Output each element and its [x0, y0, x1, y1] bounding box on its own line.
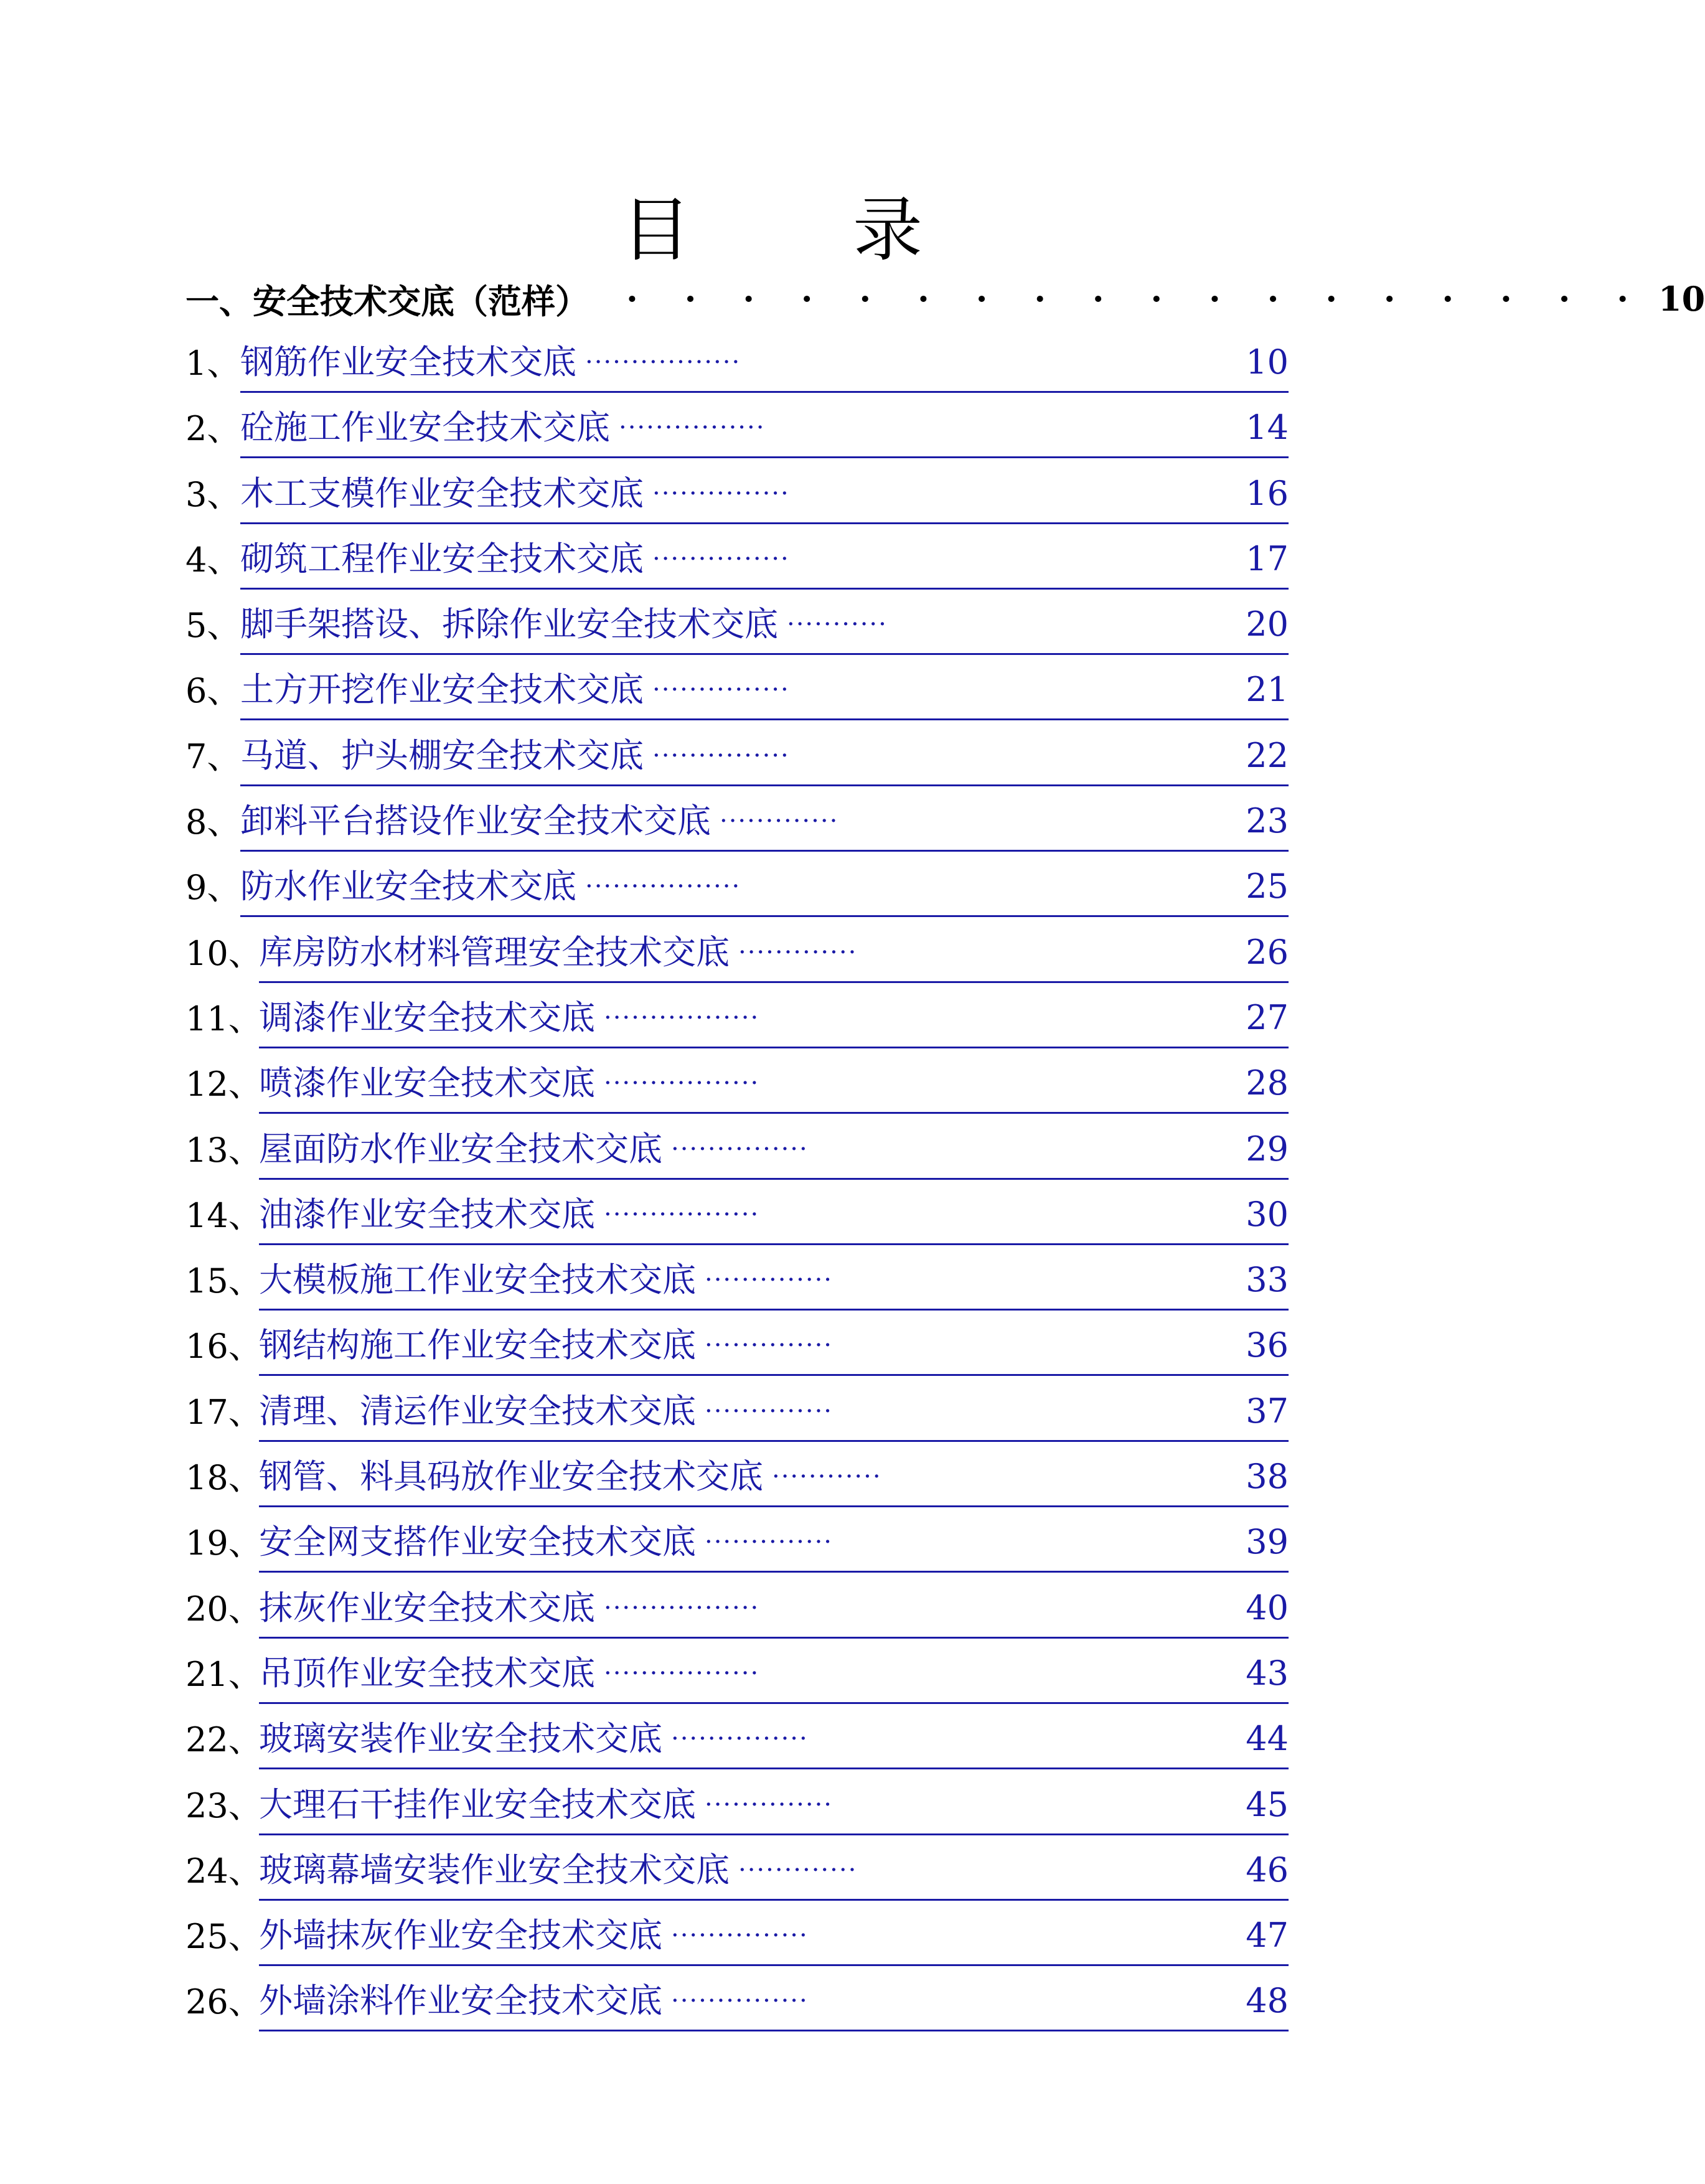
toc-entry-leader: ··············	[705, 1396, 834, 1426]
toc-entry-title: 库房防水材料管理安全技术交底	[259, 932, 730, 972]
toc-entry-link[interactable]	[240, 530, 1289, 590]
toc-entry	[186, 1186, 1289, 1251]
toc-entry-link[interactable]	[259, 1579, 1289, 1639]
toc-entry-number: 7、	[186, 737, 241, 776]
toc-entry-leader: ················	[619, 413, 766, 443]
toc-entry-title: 外墙涂料作业安全技术交底	[259, 1981, 662, 2021]
toc-entry	[186, 1842, 1289, 1907]
toc-entry-leader: ···············	[652, 479, 790, 508]
toc-entry-page: 20	[1246, 605, 1289, 644]
toc-entry-number: 6、	[186, 671, 241, 711]
toc-entry-leader: ·················	[604, 1003, 760, 1032]
toc-entry-leader: ···············	[652, 741, 790, 770]
toc-entry-number: 18、	[186, 1458, 262, 1498]
toc-entry-number: 4、	[186, 540, 241, 580]
toc-entry	[186, 1513, 1289, 1579]
toc-entry	[186, 989, 1289, 1055]
toc-entry-link[interactable]	[259, 1121, 1289, 1180]
toc-entry-leader: ···············	[671, 1134, 809, 1164]
toc-entry-title: 外墙抹灰作业安全技术交底	[259, 1916, 662, 1956]
toc-entry	[186, 924, 1289, 989]
toc-entry	[186, 727, 1289, 793]
toc-entry-number: 20、	[186, 1589, 262, 1629]
toc-entry-leader: ·················	[604, 1069, 760, 1098]
toc-entry-leader: ·············	[738, 1855, 858, 1885]
toc-entry-number: 19、	[186, 1523, 262, 1563]
toc-entry	[186, 1645, 1289, 1710]
toc-entry-number: 13、	[186, 1130, 262, 1170]
section-heading-page: 10	[1658, 279, 1705, 319]
toc-entry-link[interactable]	[259, 1842, 1289, 1901]
toc-entry-leader: ··············	[705, 1528, 834, 1557]
toc-entry-leader: ·················	[585, 348, 741, 377]
toc-entry-number: 3、	[186, 474, 241, 514]
toc-entry-page: 25	[1246, 867, 1289, 906]
toc-entry-leader: ··············	[705, 1331, 834, 1360]
toc-entry-number: 17、	[186, 1392, 262, 1432]
toc-entry-title: 马道、护头棚安全技术交底	[240, 735, 644, 775]
toc-entry	[186, 1383, 1289, 1448]
toc-entry-title: 土方开挖作业安全技术交底	[240, 670, 644, 710]
toc-entry-page: 28	[1246, 1063, 1289, 1103]
toc-entry-link[interactable]	[259, 1383, 1289, 1442]
toc-entry-number: 1、	[186, 344, 241, 383]
toc-entry-title: 吊顶作业安全技术交底	[259, 1653, 595, 1693]
toc-entry-link[interactable]	[259, 924, 1289, 983]
page-title	[0, 177, 1544, 271]
toc-entry	[186, 661, 1289, 727]
toc-entry-number: 5、	[186, 606, 241, 646]
toc-entry	[186, 1776, 1289, 1842]
toc-entry	[186, 1055, 1289, 1120]
toc-entry-link[interactable]	[259, 1972, 1289, 2031]
toc-entry	[186, 1907, 1289, 1972]
toc-entry-link[interactable]	[240, 399, 1289, 458]
toc-entry	[186, 1317, 1289, 1382]
toc-entry-page: 47	[1246, 1916, 1289, 1956]
toc-entry-title: 玻璃幕墙安装作业安全技术交底	[259, 1850, 730, 1890]
toc-entry-link[interactable]	[259, 1186, 1289, 1245]
toc-entry-number: 8、	[186, 803, 241, 842]
toc-entry-leader: ···············	[671, 1921, 809, 1951]
toc-entry-page: 14	[1246, 408, 1289, 448]
toc-entry-number: 24、	[186, 1851, 262, 1891]
toc-entry-title: 砌筑工程作业安全技术交底	[240, 539, 644, 578]
toc-entry-leader: ·················	[604, 1659, 760, 1688]
title-char-1: 目	[621, 189, 691, 271]
toc-entry-leader: ···············	[652, 675, 790, 705]
toc-entry-page: 22	[1246, 735, 1289, 775]
toc-entry-leader: ·················	[585, 872, 741, 901]
section-heading-text: 一、安全技术交底（范样）	[186, 281, 589, 321]
toc-entry-number: 2、	[186, 409, 241, 449]
toc-entry-number: 23、	[186, 1786, 262, 1825]
toc-entry-title: 屋面防水作业安全技术交底	[259, 1129, 662, 1169]
toc-entry-link[interactable]	[240, 727, 1289, 786]
toc-entry-link[interactable]	[240, 858, 1289, 917]
toc-entry	[186, 399, 1289, 464]
toc-entry-link[interactable]	[259, 1710, 1289, 1769]
toc-entry	[186, 793, 1289, 858]
toc-entry-title: 钢管、料具码放作业安全技术交底	[259, 1457, 763, 1497]
toc-entry-leader: ···············	[652, 544, 790, 573]
toc-entry	[186, 465, 1289, 530]
toc-entry-title: 喷漆作业安全技术交底	[259, 1063, 595, 1103]
toc-entry-leader: ·················	[604, 1200, 760, 1229]
toc-entry-page: 40	[1246, 1588, 1289, 1627]
toc-entry-number: 14、	[186, 1195, 262, 1235]
toc-entry-title: 钢结构施工作业安全技术交底	[259, 1325, 696, 1365]
toc-entry-page: 46	[1246, 1850, 1289, 1890]
toc-entry-title: 清理、清运作业安全技术交底	[259, 1391, 696, 1431]
toc-entry-number: 15、	[186, 1261, 262, 1301]
toc-entry-title: 钢筋作业安全技术交底	[240, 342, 576, 382]
toc-entry-link[interactable]	[259, 1907, 1289, 1966]
toc-entry-page: 38	[1246, 1457, 1289, 1497]
toc-entry-link[interactable]	[240, 334, 1289, 393]
toc-entry-page: 36	[1246, 1325, 1289, 1365]
toc-entry-leader: ···········	[787, 610, 888, 639]
toc-entry-leader: ·················	[604, 1593, 760, 1622]
toc-entry-page: 45	[1246, 1784, 1289, 1824]
toc-entry-number: 16、	[186, 1327, 262, 1367]
toc-entry-number: 12、	[186, 1065, 262, 1104]
toc-entry-link[interactable]	[259, 1251, 1289, 1311]
toc-entry-number: 25、	[186, 1917, 262, 1957]
toc-entry-link[interactable]	[259, 1776, 1289, 1835]
toc-entry	[186, 334, 1289, 399]
toc-entry-title: 大模板施工作业安全技术交底	[259, 1260, 696, 1300]
toc-entry-number: 22、	[186, 1720, 262, 1760]
toc-entry-leader: ·············	[720, 807, 839, 836]
toc-entry-link[interactable]	[240, 465, 1289, 524]
toc-entry-page: 39	[1246, 1522, 1289, 1562]
toc-entry-title: 卸料平台搭设作业安全技术交底	[240, 801, 711, 841]
toc-entry-page: 43	[1246, 1653, 1289, 1693]
toc-entry	[186, 1448, 1289, 1513]
toc-entry	[186, 530, 1289, 596]
toc-entry-page: 17	[1246, 539, 1289, 578]
toc-entry-page: 29	[1246, 1129, 1289, 1169]
toc-entry-title: 玻璃安装作业安全技术交底	[259, 1719, 662, 1759]
toc-entry-page: 27	[1246, 997, 1289, 1037]
toc-entry-leader: ··············	[705, 1266, 834, 1295]
toc-entry-page: 10	[1246, 342, 1289, 382]
toc-entry-link[interactable]	[240, 793, 1289, 852]
title-char-2: 录	[853, 189, 923, 271]
toc-entry	[186, 1972, 1289, 2038]
toc-entry-title: 调漆作业安全技术交底	[259, 997, 595, 1037]
toc-entry-page: 23	[1246, 801, 1289, 841]
toc-entry	[186, 1579, 1289, 1645]
toc-entry-title: 油漆作业安全技术交底	[259, 1194, 595, 1234]
toc-entry-page: 37	[1246, 1391, 1289, 1431]
toc-section-heading[interactable]	[186, 274, 1705, 324]
toc-entry-number: 10、	[186, 933, 262, 973]
toc-entry-number: 11、	[186, 999, 262, 1038]
toc-entry-link[interactable]	[259, 1055, 1289, 1114]
toc-entry-link[interactable]	[259, 1645, 1289, 1704]
toc-entry-title: 防水作业安全技术交底	[240, 867, 576, 906]
toc-entry-title: 抹灰作业安全技术交底	[259, 1588, 595, 1627]
toc-entry-page: 26	[1246, 932, 1289, 972]
toc-entry-link[interactable]	[259, 1513, 1289, 1573]
toc-entry-link[interactable]	[259, 989, 1289, 1048]
toc-entry-title: 木工支模作业安全技术交底	[240, 473, 644, 513]
toc-entry-page: 21	[1246, 670, 1289, 710]
toc-entry-page: 16	[1246, 473, 1289, 513]
toc-entry-page: 48	[1246, 1981, 1289, 2021]
toc-list	[186, 334, 1289, 2038]
toc-entry-link[interactable]	[240, 596, 1289, 655]
toc-entry-page: 30	[1246, 1194, 1289, 1234]
toc-entry-leader: ··············	[705, 1790, 834, 1819]
toc-entry-link[interactable]	[240, 661, 1289, 720]
toc-entry-title: 大理石干挂作业安全技术交底	[259, 1784, 696, 1824]
toc-entry-number: 9、	[186, 868, 241, 908]
toc-entry-page: 33	[1246, 1260, 1289, 1300]
toc-entry-number: 26、	[186, 1982, 262, 2022]
toc-entry-link[interactable]	[259, 1448, 1289, 1507]
toc-entry-link[interactable]	[259, 1317, 1289, 1376]
toc-entry	[186, 1121, 1289, 1186]
toc-entry-leader: ···············	[671, 1725, 809, 1754]
toc-entry-page: 44	[1246, 1719, 1289, 1759]
toc-entry	[186, 858, 1289, 923]
section-heading-leader: · · · · · · · · · · · · · · · · · ·	[626, 279, 1646, 319]
toc-entry-leader: ·············	[738, 938, 858, 967]
toc-entry-title: 砼施工作业安全技术交底	[240, 408, 610, 448]
toc-entry	[186, 596, 1289, 661]
toc-entry	[186, 1251, 1289, 1317]
toc-entry-title: 脚手架搭设、拆除作业安全技术交底	[240, 605, 778, 644]
toc-entry-title: 安全网支搭作业安全技术交底	[259, 1522, 696, 1562]
toc-entry-leader: ···············	[671, 1987, 809, 2016]
toc-entry	[186, 1710, 1289, 1776]
toc-entry-number: 21、	[186, 1654, 262, 1694]
toc-entry-leader: ············	[772, 1462, 882, 1492]
